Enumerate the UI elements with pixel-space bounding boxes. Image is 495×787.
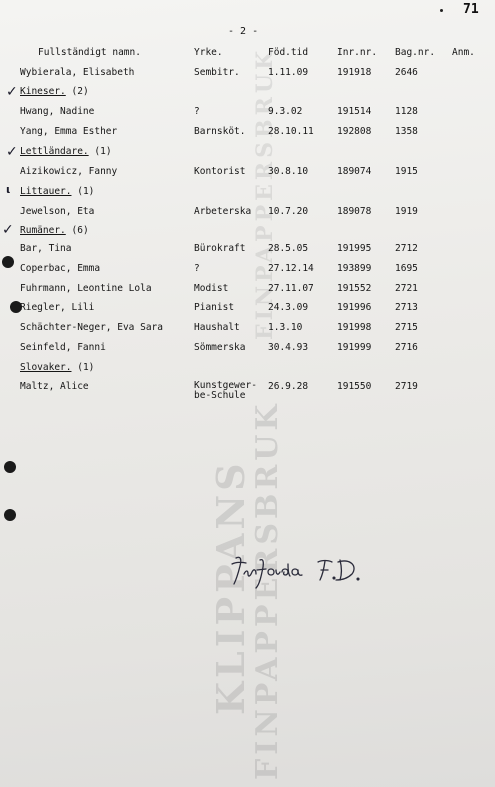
watermark-finpappersbruk-upper: FINPAPPERSBRUK — [252, 46, 278, 340]
cell-name: Hwang, Nadine — [20, 106, 95, 117]
cell-bag: 1695 — [395, 263, 418, 274]
cell-inr: 191550 — [337, 381, 372, 392]
cell-occupation: Modist — [194, 283, 229, 294]
cell-name: Fuhrmann, Leontine Lola — [20, 283, 152, 294]
cell-occupation: Haushalt — [194, 322, 240, 333]
cell-bag: 1919 — [395, 206, 418, 217]
check-mark-icon: ✓ — [2, 222, 14, 238]
cell-name: Maltz, Alice — [20, 381, 89, 392]
cell-birth: 9.3.02 — [268, 106, 303, 117]
cell-name: Riegler, Lili — [20, 302, 95, 313]
corner-mark — [440, 9, 443, 12]
cell-occupation: Kontorist — [194, 166, 246, 177]
table-row — [0, 166, 495, 178]
cell-name: Schächter-Neger, Eva Sara — [20, 322, 163, 333]
cell-birth: 27.11.07 — [268, 283, 314, 294]
cell-birth: 24.3.09 — [268, 302, 309, 313]
cell-name: Wybierala, Elisabeth — [20, 67, 135, 78]
table-row — [0, 322, 495, 334]
cell-inr: 191918 — [337, 67, 372, 78]
cell-name: Bar, Tina — [20, 243, 72, 254]
cell-occupation: ? — [194, 106, 200, 117]
table-row — [0, 342, 495, 354]
cell-name: Jewelson, Eta — [20, 206, 95, 217]
cell-inr: 191999 — [337, 342, 372, 353]
cell-birth: 30.4.93 — [268, 342, 309, 353]
cell-birth: 1.11.09 — [268, 67, 309, 78]
cell-occupation: Sömmerska — [194, 342, 246, 353]
cell-occupation: Arbeterska — [194, 206, 252, 217]
table-row — [0, 206, 495, 218]
cell-occupation: Pianist — [194, 302, 235, 313]
cell-name: Yang, Emma Esther — [20, 126, 118, 137]
cell-bag: 2715 — [395, 322, 418, 333]
section-heading-rumaner: Rumäner. (6) — [20, 225, 89, 236]
cell-birth: 27.12.14 — [268, 263, 314, 274]
cell-inr: 191998 — [337, 322, 372, 333]
punch-hole-4 — [4, 509, 16, 521]
cell-birth: 28.10.11 — [268, 126, 314, 137]
section-heading-littauer: Littauer. (1) — [20, 186, 95, 197]
cell-occupation: Barnsköt. — [194, 126, 246, 137]
section-heading-slovaker: Slovaker. (1) — [20, 362, 95, 373]
check-mark-icon: ι — [6, 183, 11, 196]
handwritten-signature — [230, 550, 380, 590]
cell-inr: 189074 — [337, 166, 372, 177]
cell-bag: 2646 — [395, 67, 418, 78]
cell-inr: 191514 — [337, 106, 372, 117]
cell-inr: 189078 — [337, 206, 372, 217]
table-row — [0, 67, 495, 79]
cell-inr: 191552 — [337, 283, 372, 294]
table-row — [0, 263, 495, 275]
table-row — [0, 106, 495, 118]
watermark-finpappersbruk: FINPAPPERSBRUK — [250, 400, 285, 780]
cell-bag: 2719 — [395, 381, 418, 392]
cell-bag: 1358 — [395, 126, 418, 137]
cell-occupation: Bürokraft — [194, 243, 246, 254]
check-mark-icon: ✓ — [6, 144, 18, 160]
table-row — [0, 243, 495, 255]
column-headers — [0, 47, 495, 59]
cell-bag: 1915 — [395, 166, 418, 177]
cell-bag: 1128 — [395, 106, 418, 117]
cell-birth: 1.3.10 — [268, 322, 303, 333]
table-row — [0, 126, 495, 138]
header-inr: Inr.nr. — [337, 47, 378, 58]
section-heading-kineser: Kineser. (2) — [20, 86, 89, 97]
cell-name: Aizikowicz, Fanny — [20, 166, 118, 177]
cell-bag: 2721 — [395, 283, 418, 294]
cell-inr: 191996 — [337, 302, 372, 313]
cell-inr: 192808 — [337, 126, 372, 137]
cell-inr: 193899 — [337, 263, 372, 274]
cell-occupation: Kunstgewer- be-Schule — [194, 380, 257, 401]
cell-birth: 30.8.10 — [268, 166, 309, 177]
cell-occupation: ? — [194, 263, 200, 274]
cell-bag: 2712 — [395, 243, 418, 254]
header-occupation: Yrke. — [194, 47, 223, 58]
section-heading-lettlandare: Lettländare. (1) — [20, 146, 112, 157]
header-note: Anm. — [452, 47, 475, 58]
cell-birth: 26.9.28 — [268, 381, 309, 392]
cell-inr: 191995 — [337, 243, 372, 254]
cell-occupation: Sembitr. — [194, 67, 240, 78]
cell-birth: 10.7.20 — [268, 206, 309, 217]
watermark-klippans: KLIPPANS — [208, 459, 253, 715]
header-name: Fullständigt namn. — [38, 47, 141, 58]
sheet-number: - 2 - — [228, 26, 259, 37]
table-row — [0, 381, 495, 403]
punch-hole-3 — [4, 461, 16, 473]
cell-birth: 28.5.05 — [268, 243, 309, 254]
cell-name: Coperbac, Emma — [20, 263, 101, 274]
check-mark-icon: ✓ — [6, 84, 18, 100]
table-row — [0, 302, 495, 314]
cell-name: Seinfeld, Fanni — [20, 342, 106, 353]
cell-bag: 2716 — [395, 342, 418, 353]
page-number: 71 — [463, 2, 479, 17]
cell-bag: 2713 — [395, 302, 418, 313]
table-row — [0, 283, 495, 295]
header-birth: Föd.tid — [268, 47, 309, 58]
header-bag: Bag.nr. — [395, 47, 436, 58]
